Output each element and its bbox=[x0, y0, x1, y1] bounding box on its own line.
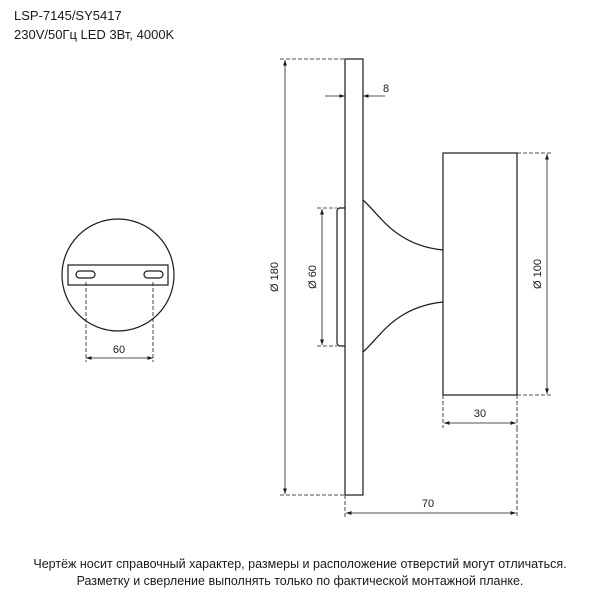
dim-base-diameter: Ø 60 bbox=[307, 265, 319, 289]
dim-plate-diameter: Ø 180 bbox=[269, 262, 281, 292]
side-view bbox=[269, 59, 552, 518]
dim-head-depth: 30 bbox=[473, 408, 487, 420]
neck-bottom bbox=[363, 302, 443, 352]
model-number: LSP-7145/SY5417 bbox=[14, 8, 122, 23]
dim-mount-width: 60 bbox=[112, 344, 126, 356]
footer-line-2: Разметку и сверление выполнять только по фактической монтажной планке. bbox=[76, 574, 524, 588]
slot-left bbox=[76, 271, 95, 278]
neck-top bbox=[363, 200, 443, 250]
dim-total-depth: 70 bbox=[421, 498, 435, 510]
electrical-specs: 230V/50Гц LED 3Вт, 4000K bbox=[14, 27, 175, 42]
mount-circle bbox=[62, 219, 174, 331]
dim-thickness: 8 bbox=[383, 83, 390, 95]
footer-line-1: Чертёж носит справочный характер, размеры и расположение отверстий могут отличаться. bbox=[33, 557, 567, 571]
dim-head-diameter: Ø 100 bbox=[532, 259, 544, 289]
front-view bbox=[62, 219, 174, 362]
lamp-head bbox=[443, 153, 517, 395]
wall-plate bbox=[345, 59, 363, 495]
footer-note bbox=[0, 556, 600, 590]
base-disc bbox=[337, 208, 345, 346]
slot-right bbox=[144, 271, 163, 278]
